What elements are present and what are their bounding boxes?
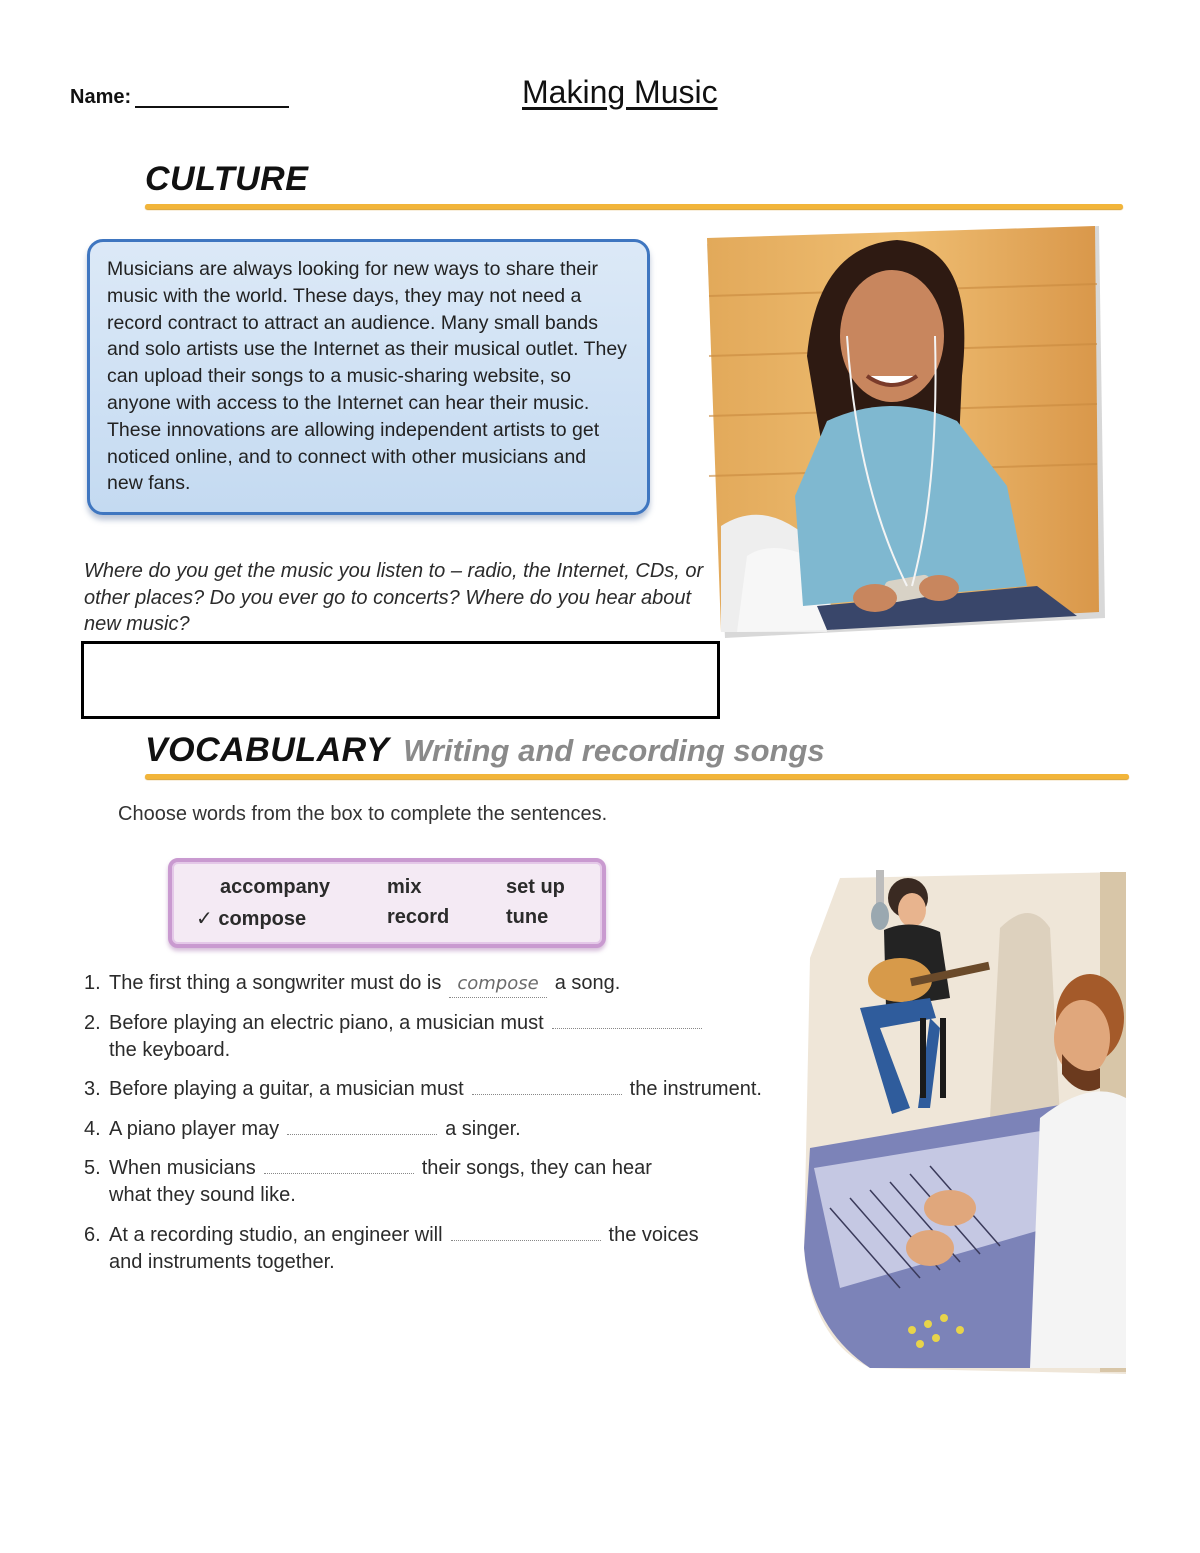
word-box — [168, 858, 606, 948]
exercise-item-3 — [84, 1076, 762, 1103]
item-text-continued: what they sound like. — [109, 1184, 296, 1206]
item-number: 6. — [84, 1224, 101, 1246]
answer-blank-1[interactable]: compose — [449, 970, 546, 998]
item-text-after: a song. — [554, 972, 621, 994]
discussion-question: Where do you get the music you listen to – radio, the Internet, CDs, or other places? Do you ever go to concerts? Where do you hear about new music? — [84, 560, 704, 635]
answer-box[interactable] — [81, 641, 720, 719]
girl-listening-photo — [707, 226, 1117, 646]
vocabulary-title: VOCABULARY — [145, 731, 390, 769]
item-number: 3. — [84, 1078, 101, 1100]
recording-studio-illustration — [800, 868, 1130, 1378]
culture-passage: Musicians are always looking for new ways to share their music with the world. These days, they may not need a record contract to attract an audience. Many small bands and solo artists use the Internet as their musical outlet. They can upload their songs to a music-sharing website, so anyone with access to the Internet can hear their music. These innovations are allowing independent artists to get noticed online, and to connect with other musicians and new fans. — [107, 258, 627, 495]
answer-blank-4[interactable] — [287, 1120, 437, 1135]
answer-blank-6[interactable] — [451, 1226, 601, 1241]
answer-blank-5[interactable] — [264, 1159, 414, 1174]
exercise-item-2 — [84, 1010, 710, 1064]
word-box-item: set up — [506, 876, 565, 898]
exercise-item-4 — [84, 1116, 521, 1143]
exercise-item-5 — [84, 1155, 652, 1209]
item-text-after: their songs, they can hear — [421, 1157, 652, 1179]
item-number: 2. — [84, 1012, 101, 1034]
vocabulary-subtitle: Writing and recording songs — [403, 733, 825, 768]
answer-blank-3[interactable] — [472, 1080, 622, 1095]
culture-heading: CULTURE — [145, 160, 309, 198]
name-label: Name: — [70, 86, 132, 108]
item-text-before: A piano player may — [109, 1118, 280, 1140]
item-number: 4. — [84, 1118, 101, 1140]
item-text-continued: the keyboard. — [109, 1039, 231, 1061]
item-text-after: a singer. — [445, 1118, 521, 1140]
exercise-item-6 — [84, 1222, 699, 1276]
item-number: 5. — [84, 1157, 101, 1179]
item-text-before: The first thing a songwriter must do is — [109, 972, 442, 994]
word-box-item: accompany — [220, 876, 331, 898]
vocabulary-heading — [145, 731, 825, 770]
answer-blank-2[interactable] — [552, 1014, 702, 1029]
item-number: 1. — [84, 972, 101, 994]
word-box-item-checked: ✓ compose — [196, 908, 307, 930]
item-text-after: the instrument. — [629, 1078, 762, 1100]
item-text-before: Before playing an electric piano, a musician must — [109, 1012, 544, 1034]
item-text-before: When musicians — [109, 1157, 256, 1179]
vocabulary-instruction: Choose words from the box to complete the sentences. — [118, 803, 608, 825]
culture-rule — [145, 204, 1123, 209]
item-text-continued: and instruments together. — [109, 1251, 335, 1273]
word-box-item: tune — [506, 906, 549, 928]
exercise-item-1 — [84, 970, 620, 998]
name-field-line[interactable] — [135, 106, 289, 108]
item-text-before: At a recording studio, an engineer will — [109, 1224, 443, 1246]
word-box-item: record — [387, 906, 450, 928]
item-text-after: the voices — [608, 1224, 699, 1246]
page-title: Making Music — [522, 74, 718, 110]
culture-passage-box — [87, 239, 650, 515]
vocabulary-rule — [145, 774, 1129, 779]
item-text-before: Before playing a guitar, a musician must — [109, 1078, 464, 1100]
word-box-item: mix — [387, 876, 422, 898]
